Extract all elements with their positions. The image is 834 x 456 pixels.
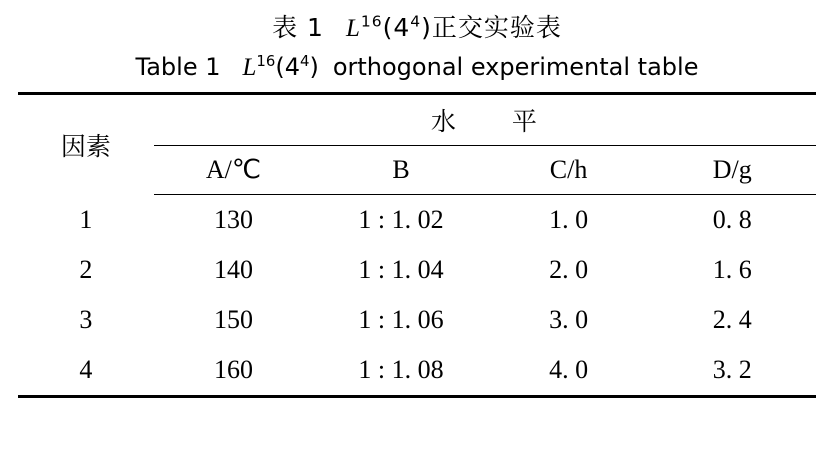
header-col-b: B <box>313 146 489 195</box>
title-cn-suffix: 正交实验表 <box>431 13 562 42</box>
row-value-d: 0. 8 <box>712 205 752 234</box>
table-row <box>18 295 816 345</box>
title-en-symbol-l: L <box>242 54 257 81</box>
row-value-b: 1 : 1. 08 <box>313 345 489 397</box>
title-cn-prefix: 表 1 <box>272 13 324 42</box>
title-en-paren-close: ) <box>309 53 319 81</box>
row-value-b: 1 : 1. 04 <box>358 255 444 284</box>
row-level-no: 2 <box>79 255 93 284</box>
title-symbol-superscript: 16 <box>360 12 383 31</box>
row-level-no: 3 <box>79 305 93 334</box>
row-value-d: 1. 6 <box>712 255 752 284</box>
row-value-c: 4. 0 <box>489 345 649 397</box>
table-row <box>18 195 816 246</box>
row-value-a: 160 <box>154 345 314 397</box>
row-value-d: 3. 2 <box>648 345 816 397</box>
title-en-paren-superscript: 4 <box>299 52 310 70</box>
title-en-symbol-superscript: 16 <box>256 52 276 70</box>
orthogonal-experiment-table <box>18 92 816 398</box>
row-value-c: 3. 0 <box>549 305 589 334</box>
row-value-a: 140 <box>213 255 253 284</box>
row-value-a: 130 <box>213 205 253 234</box>
row-value-b: 1 : 1. 06 <box>358 305 444 334</box>
row-value-c: 2. 0 <box>549 255 589 284</box>
header-col-a: A/℃ <box>154 146 314 195</box>
header-col-c: C/h <box>489 146 649 195</box>
title-en-paren-open: (4 <box>275 53 300 81</box>
row-value-d: 2. 4 <box>712 305 752 334</box>
table-title-english <box>18 44 816 82</box>
row-value-c: 1. 0 <box>549 205 589 234</box>
row-level-no: 1 <box>79 204 93 234</box>
row-value-a: 150 <box>213 305 253 334</box>
row-value-b: 1 : 1. 02 <box>358 205 444 234</box>
title-symbol-paren-close: ) <box>421 13 432 42</box>
title-en-suffix: orthogonal experimental table <box>332 53 699 81</box>
title-symbol-paren-open: (4 <box>382 13 411 42</box>
title-symbol-paren-superscript: 4 <box>410 12 422 31</box>
row-level-no: 4 <box>18 345 154 397</box>
header-level-group: 水 平 <box>154 94 816 146</box>
table-row <box>18 245 816 295</box>
title-symbol-l: L <box>345 15 361 42</box>
table-header-group-row <box>18 94 816 146</box>
header-col-d: D/g <box>648 146 816 195</box>
table-title-chinese <box>18 0 816 44</box>
header-factor: 因素 <box>18 94 154 195</box>
table-row <box>18 345 816 397</box>
title-en-prefix: Table 1 <box>135 53 221 81</box>
